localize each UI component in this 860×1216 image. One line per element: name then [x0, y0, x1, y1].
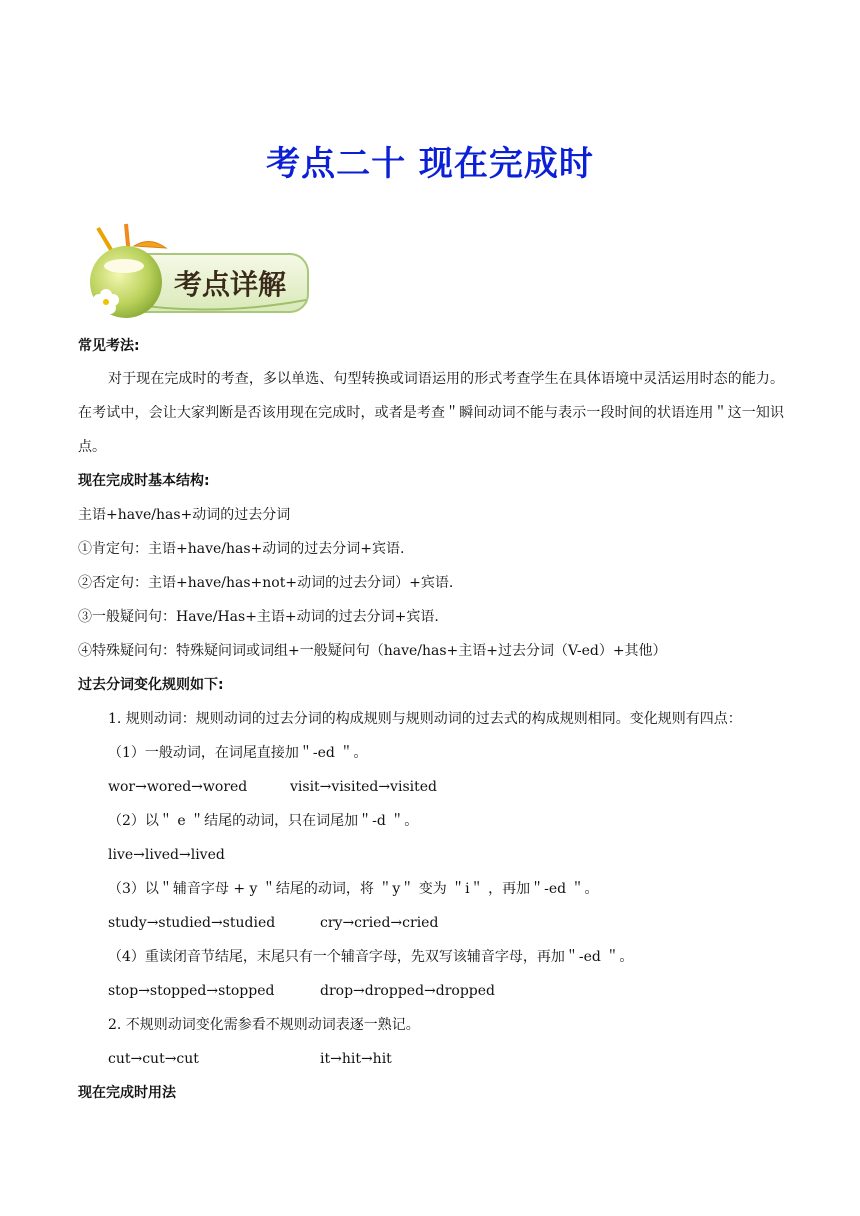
coconut-drink-icon	[78, 222, 314, 322]
example-5a: cut→cut→cut	[108, 1051, 199, 1067]
example-3b: cry→cried→cried	[320, 915, 439, 931]
example-row-5	[108, 1049, 392, 1069]
common-paragraph: 对于现在完成时的考查，多以单选、句型转换或词语运用的形式考查学生在具体语境中灵活运用时态的能力。在考试中，会让大家判断是否该用现在完成时，或者是考查＂瞬间动词不能与表示一段时间的状语连用＂这一知识点。	[78, 371, 784, 455]
banner-label: 考点详解	[174, 268, 287, 301]
example-4b: drop→dropped→dropped	[320, 983, 496, 999]
rule-1: 1. 规则动词：规则动词的过去分词的构成规则与规则动词的过去式的构成规则相同。变化规则有四点：	[108, 711, 742, 727]
structure-base: 主语+have/has+动词的过去分词	[78, 507, 291, 523]
example-row-4	[108, 981, 496, 1001]
example-1b: visit→visited→visited	[290, 779, 437, 795]
example-5b: it→hit→hit	[320, 1051, 392, 1067]
usage-heading: 现在完成时用法	[78, 1085, 176, 1101]
rule-1-sub-3: （3）以＂辅音字母 + y ＂结尾的动词，将 ＂y＂ 变为 ＂i＂ ，再加＂-ed ＂。	[108, 881, 599, 897]
structure-item-yes-no-question: ③一般疑问句：Have/Has+主语+动词的过去分词+宾语.	[78, 609, 439, 625]
rule-1-sub-4: （4）重读闭音节结尾，末尾只有一个辅音字母，先双写该辅音字母，再加＂-ed ＂。	[108, 949, 634, 965]
example-4a: stop→stopped→stopped	[108, 983, 275, 999]
rule-1-sub-2: （2）以＂ e ＂结尾的动词，只在词尾加＂-d ＂。	[108, 813, 419, 829]
section-banner	[78, 222, 314, 322]
structure-heading: 现在完成时基本结构:	[78, 473, 210, 489]
example-row-1	[108, 777, 437, 797]
rules-heading: 过去分词变化规则如下:	[78, 677, 224, 693]
example-row-3	[108, 913, 439, 933]
rule-1-sub-1: （1）一般动词，在词尾直接加＂-ed ＂。	[108, 745, 368, 761]
example-1a: wor→wored→wored	[108, 779, 248, 795]
structure-item-affirmative: ①肯定句：主语+have/has+动词的过去分词+宾语.	[78, 541, 405, 557]
structure-item-negative: ②否定句：主语+have/has+not+动词的过去分词）+宾语.	[78, 575, 454, 591]
rule-2: 2. 不规则动词变化需参看不规则动词表逐一熟记。	[108, 1017, 420, 1033]
structure-item-wh-question: ④特殊疑问句：特殊疑问词或词组+一般疑问句（have/has+主语+过去分词（V-ed）+其他）	[78, 643, 667, 659]
example-2a: live→lived→lived	[108, 847, 225, 863]
page-title: 考点二十 现在完成时	[266, 144, 594, 184]
example-3a: study→studied→studied	[108, 915, 276, 931]
common-heading: 常见考法:	[78, 338, 140, 354]
